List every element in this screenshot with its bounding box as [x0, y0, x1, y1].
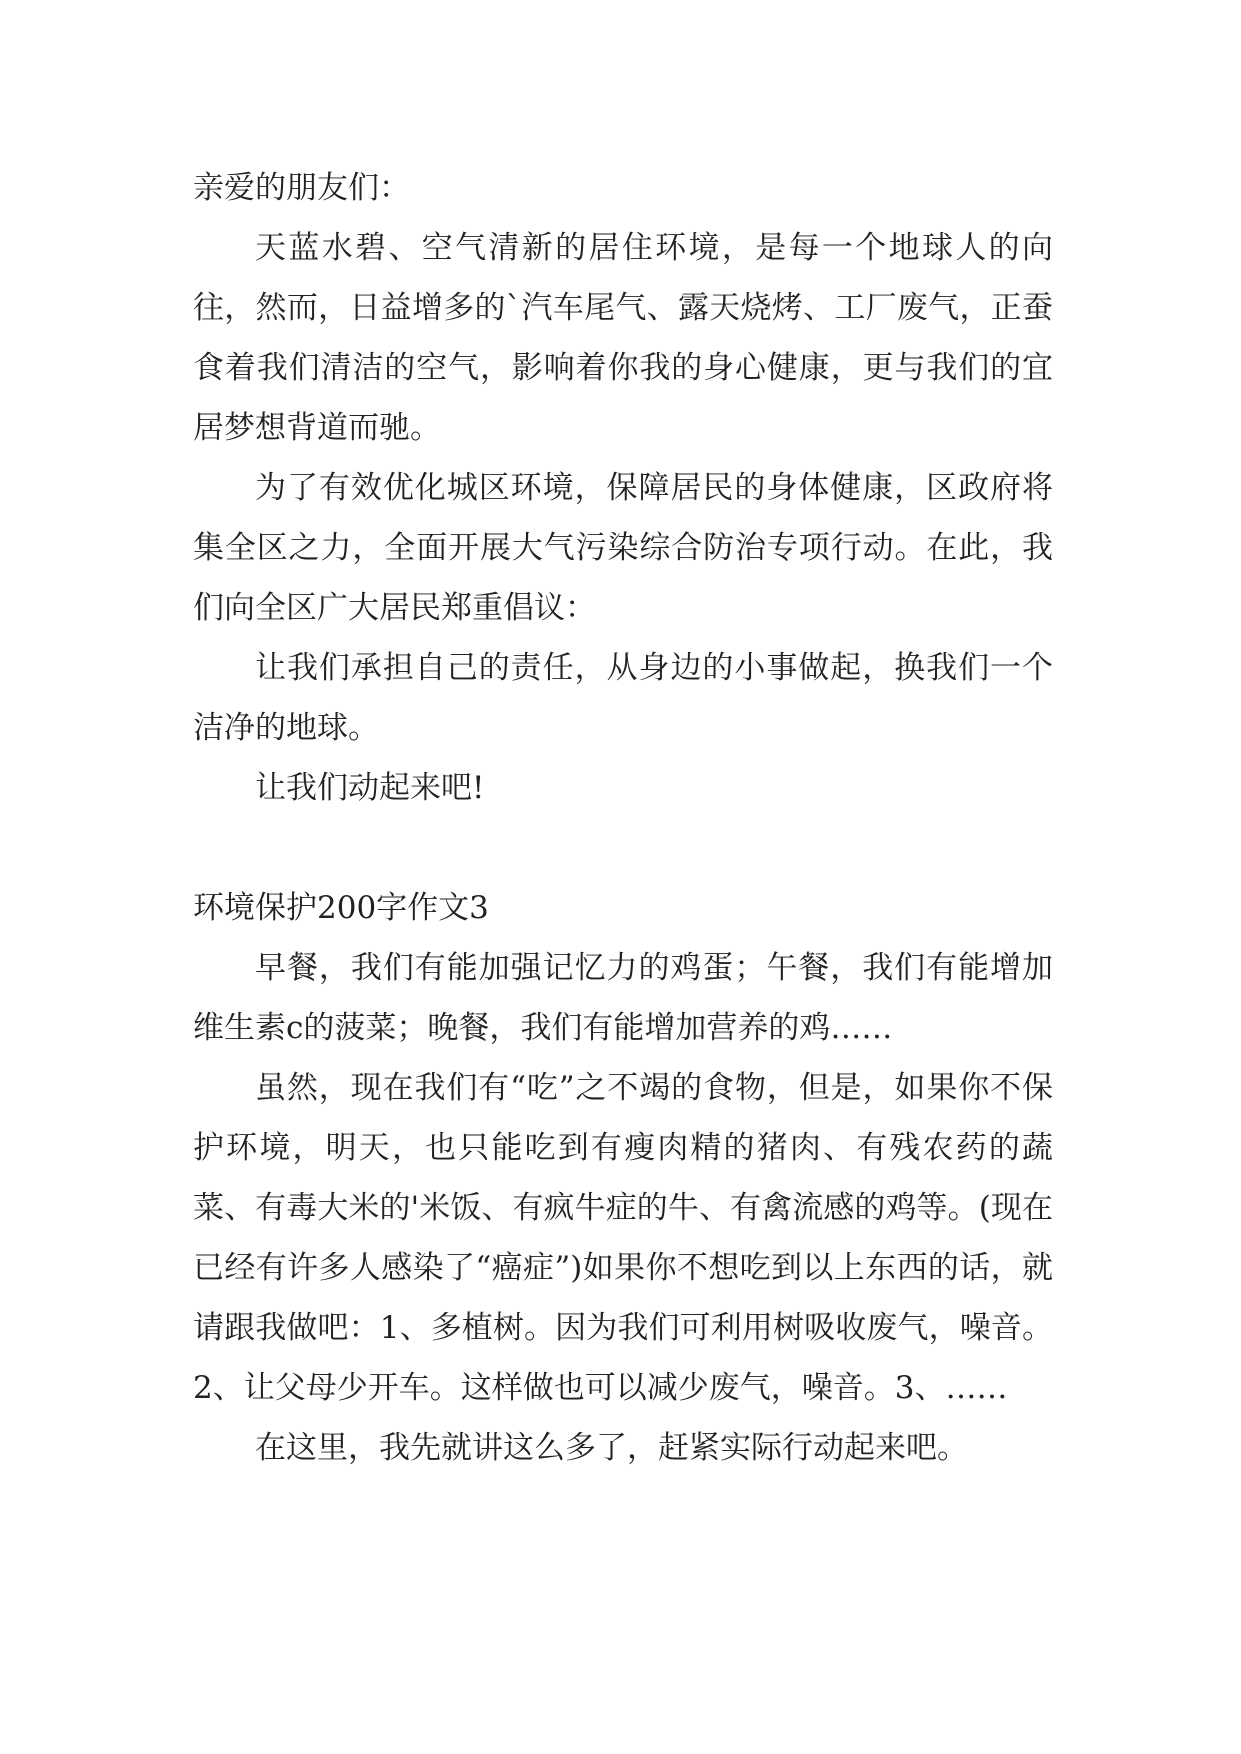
paragraph: 为了有效优化城区环境，保障居民的身体健康，区政府将集全区之力，全面开展大气污染综合防治专项行动。在此，我们向全区广大居民郑重倡议： — [193, 470, 1053, 626]
paragraph: 在这里，我先就讲这么多了，赶紧实际行动起来吧。 — [255, 1430, 968, 1466]
document-page — [193, 158, 1053, 1478]
paragraph: 让我们承担自己的责任，从身边的小事做起，换我们一个洁净的地球。 — [193, 650, 1053, 746]
paragraph: 虽然，现在我们有“吃”之不竭的食物，但是，如果你不保护环境，明天，也只能吃到有瘦肉精的猪肉、有残农药的蔬菜、有毒大米的'米饭、有疯牛症的牛、有禽流感的鸡等。(现在已经有许多人感染了“癌症”)如果你不想吃到以上东西的话，就请跟我做吧：1、多植树。因为我们可利用树吸收废气，噪音。2、让父母少开车。这样做也可以减少废气，噪音。3、…… — [193, 1070, 1053, 1406]
paragraph: 让我们动起来吧! — [255, 770, 485, 806]
paragraph: 早餐，我们有能加强记忆力的鸡蛋；午餐，我们有能增加维生素c的菠菜；晚餐，我们有能增加营养的鸡…… — [193, 950, 1053, 1046]
paragraph: 天蓝水碧、空气清新的居住环境，是每一个地球人的向往，然而，日益增多的`汽车尾气、露天烧烤、工厂废气，正蚕食着我们清洁的空气，影响着你我的身心健康，更与我们的宜居梦想背道而驰。 — [193, 230, 1053, 446]
salutation: 亲爱的朋友们： — [193, 170, 410, 206]
section-heading: 环境保护200字作文3 — [193, 890, 489, 926]
